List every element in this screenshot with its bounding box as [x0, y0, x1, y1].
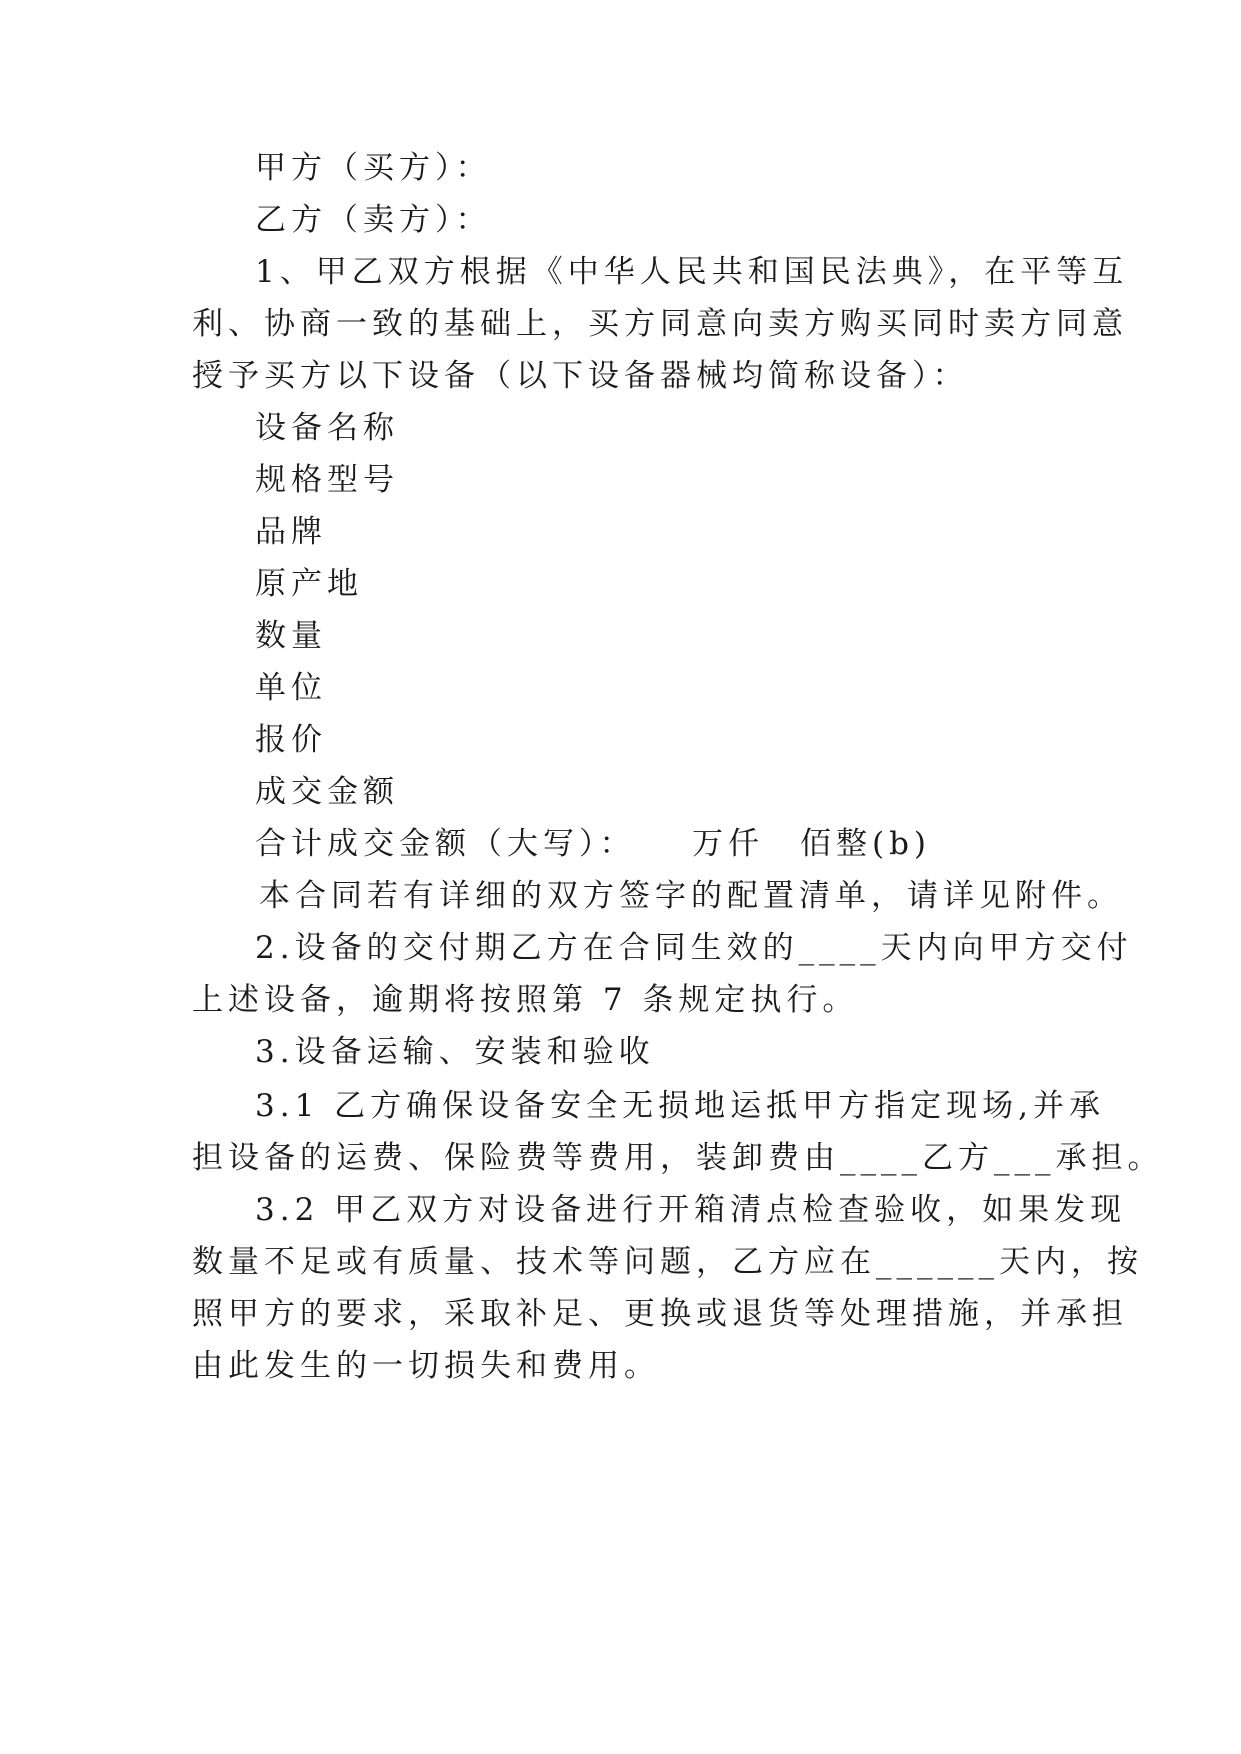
- clause1-line1: 1、甲乙双方根据《中华人民共和国民法典》，在平等互: [255, 254, 1129, 290]
- field-quote: 报价: [255, 722, 327, 758]
- party-a-line: 甲方（买方）：: [255, 150, 492, 186]
- field-model: 规格型号: [255, 462, 399, 498]
- clause3-2-line1: 3.2 甲乙双方对设备进行开箱清点检查验收，如果发现: [255, 1192, 1127, 1228]
- clause3-2-line3: 照甲方的要求，采取补足、更换或退货等处理措施，并承担: [192, 1296, 1128, 1332]
- clause3-2-line2: 数量不足或有质量、技术等问题，乙方应在______天内，按: [192, 1244, 1143, 1280]
- clause1-line3: 授予买方以下设备（以下设备器械均简称设备）：: [192, 358, 969, 394]
- field-quantity: 数量: [255, 618, 327, 654]
- clause2-line2: 上述设备，逾期将按照第 7 条规定执行。: [192, 982, 859, 1018]
- clause2-line1: 2.设备的交付期乙方在合同生效的____天内向甲方交付: [255, 930, 1133, 966]
- clause3-2-line4: 由此发生的一切损失和费用。: [192, 1348, 660, 1384]
- clause3-title: 3.设备运输、安装和验收: [255, 1034, 655, 1070]
- field-deal-amount: 成交金额: [255, 774, 399, 810]
- party-b-line: 乙方（卖方）：: [255, 202, 492, 238]
- clause3-1-line2: 担设备的运费、保险费等费用，装卸费由____乙方___承担。: [192, 1140, 1164, 1176]
- clause3-1-line1: 3.1 乙方确保设备安全无损地运抵甲方指定现场,并承: [255, 1088, 1106, 1124]
- field-unit: 单位: [255, 670, 327, 706]
- total-amount-line: 合计成交金额（大写）： 万仟 佰整(b): [255, 826, 932, 862]
- field-origin: 原产地: [255, 566, 363, 602]
- field-equipment-name: 设备名称: [255, 410, 399, 446]
- field-brand: 品牌: [255, 514, 327, 550]
- clause1-line2: 利、协商一致的基础上，买方同意向卖方购买同时卖方同意: [192, 306, 1128, 342]
- attachment-note: 本合同若有详细的双方签字的配置清单，请详见附件。: [259, 878, 1123, 914]
